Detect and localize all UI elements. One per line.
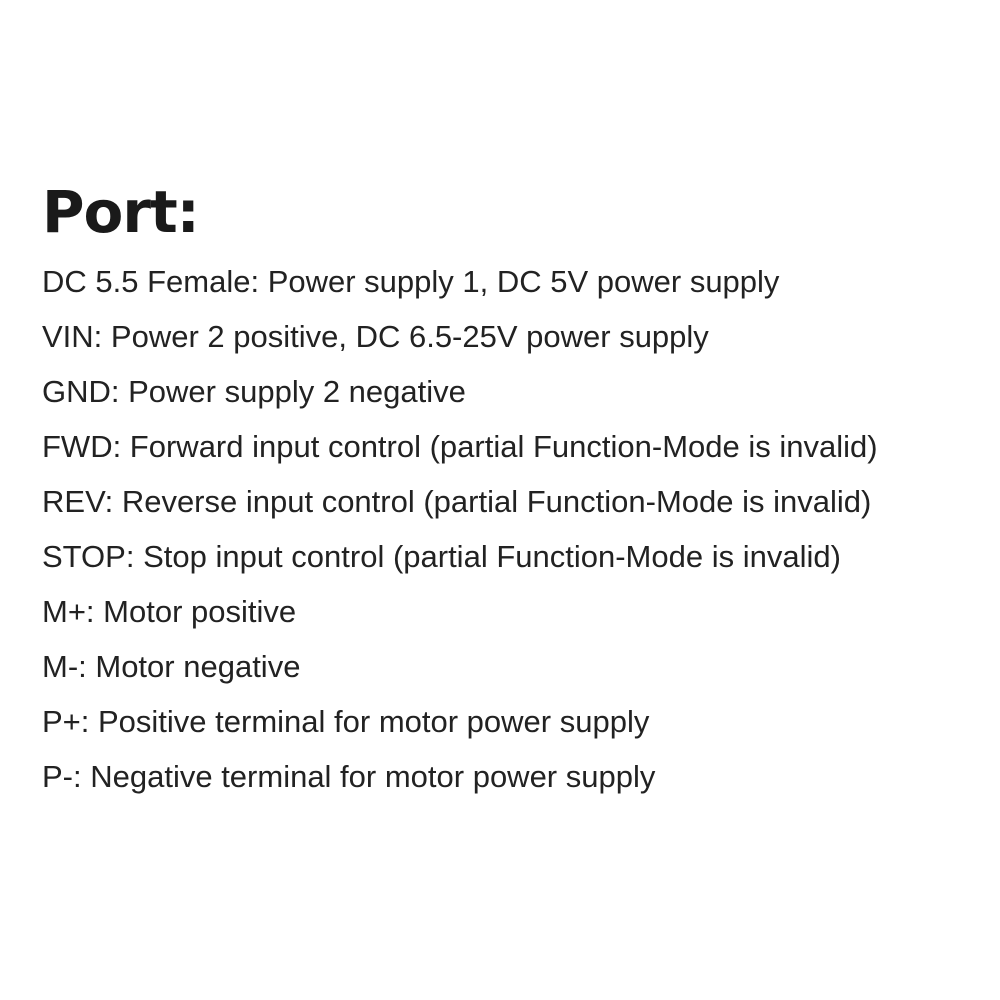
- port-line-gnd: GND: Power supply 2 negative: [42, 374, 466, 409]
- port-line-vin: VIN: Power 2 positive, DC 6.5-25V power supply: [42, 319, 709, 354]
- port-line-motor-positive: M+: Motor positive: [42, 594, 297, 629]
- port-line-power-positive: P+: Positive terminal for motor power supply: [42, 704, 650, 739]
- port-line-motor-negative: M-: Motor negative: [42, 649, 301, 684]
- port-line-stop: STOP: Stop input control (partial Function-Mode is invalid): [42, 539, 841, 574]
- port-line-dc-female: DC 5.5 Female: Power supply 1, DC 5V power supply: [42, 264, 780, 299]
- port-line-rev: REV: Reverse input control (partial Function-Mode is invalid): [42, 484, 872, 519]
- page-title: Port:: [42, 178, 199, 246]
- port-line-power-negative: P-: Negative terminal for motor power supply: [42, 759, 656, 794]
- port-description: [42, 176, 982, 804]
- port-line-fwd: FWD: Forward input control (partial Function-Mode is invalid): [42, 429, 878, 464]
